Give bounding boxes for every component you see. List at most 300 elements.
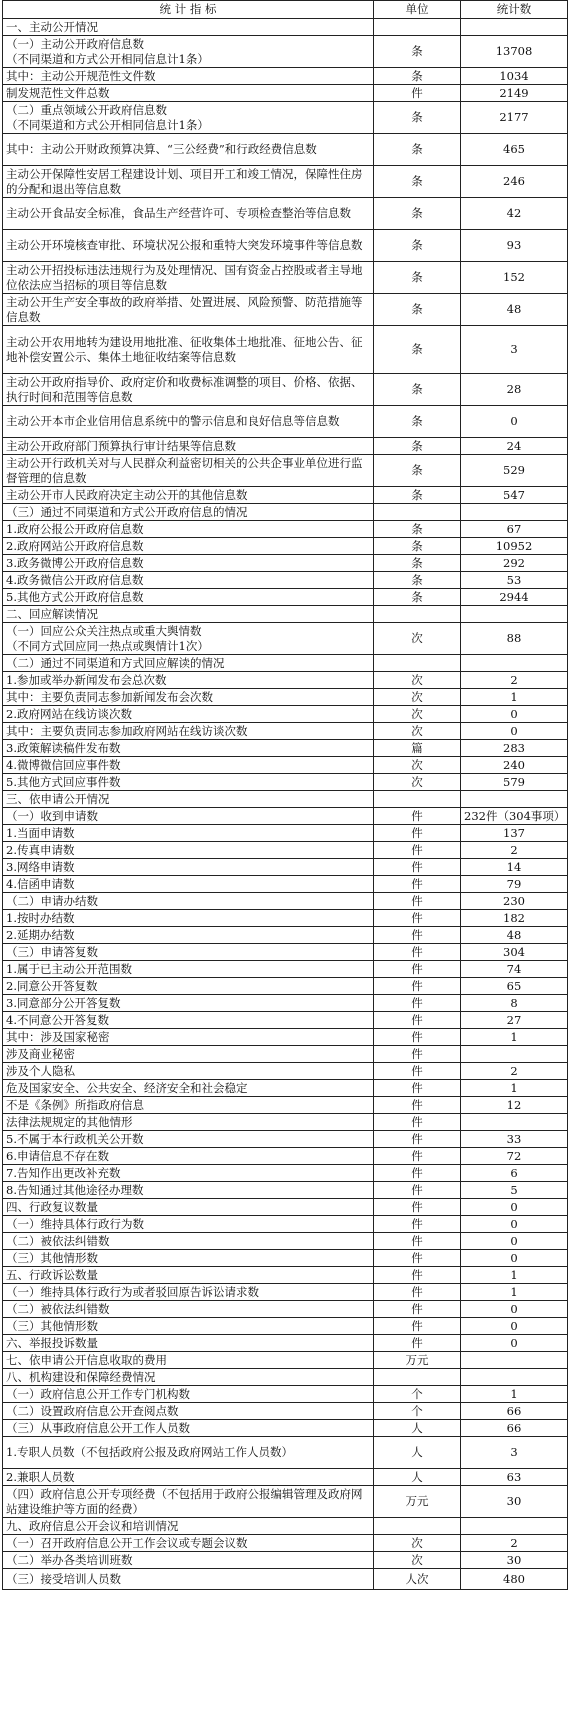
unit-cell: 条	[374, 326, 461, 374]
indicator-cell: 1.属于已主动公开范围数	[3, 961, 374, 978]
indicator-cell: 4.政务微信公开政府信息数	[3, 572, 374, 589]
indicator-cell: 2.政府网站在线访谈次数	[3, 706, 374, 723]
indicator-cell: （二）申请办结数	[3, 893, 374, 910]
table-row	[3, 672, 568, 689]
unit-cell: 件	[374, 1233, 461, 1250]
indicator-cell: 5.不属于本行政机关公开数	[3, 1131, 374, 1148]
unit-cell: 次	[374, 1552, 461, 1569]
value-cell: 2177	[461, 102, 568, 134]
table-row	[3, 623, 568, 655]
value-cell: 5	[461, 1182, 568, 1199]
value-cell: 0	[461, 1216, 568, 1233]
value-cell: 152	[461, 262, 568, 294]
table-row	[3, 1403, 568, 1420]
value-cell: 93	[461, 230, 568, 262]
value-cell: 0	[461, 1199, 568, 1216]
value-cell: 79	[461, 876, 568, 893]
unit-cell: 条	[374, 555, 461, 572]
unit-cell	[374, 791, 461, 808]
table-row	[3, 1080, 568, 1097]
indicator-cell: 主动公开市人民政府决定主动公开的其他信息数	[3, 487, 374, 504]
unit-cell: 次	[374, 689, 461, 706]
table-row	[3, 740, 568, 757]
value-cell: 42	[461, 198, 568, 230]
unit-cell: 件	[374, 85, 461, 102]
table-row	[3, 706, 568, 723]
indicator-cell: （一）回应公众关注热点或重大舆情数 （不同方式回应同一热点或舆情计1次）	[3, 623, 374, 655]
value-cell	[461, 791, 568, 808]
unit-cell: 件	[374, 944, 461, 961]
unit-cell: 人	[374, 1420, 461, 1437]
unit-cell: 件	[374, 995, 461, 1012]
unit-cell: 件	[374, 1216, 461, 1233]
table-row	[3, 487, 568, 504]
table-row	[3, 893, 568, 910]
table-row	[3, 538, 568, 555]
table-header-row	[3, 1, 568, 19]
table-row	[3, 995, 568, 1012]
unit-cell: 件	[374, 1012, 461, 1029]
table-row	[3, 1535, 568, 1552]
value-cell: 232件（304事项）	[461, 808, 568, 825]
indicator-cell: 主动公开政府部门预算执行审计结果等信息数	[3, 438, 374, 455]
table-row	[3, 1114, 568, 1131]
unit-cell: 条	[374, 589, 461, 606]
table-row	[3, 791, 568, 808]
table-row	[3, 655, 568, 672]
table-row	[3, 689, 568, 706]
indicator-cell: 1.当面申请数	[3, 825, 374, 842]
unit-cell: 件	[374, 1046, 461, 1063]
value-cell: 65	[461, 978, 568, 995]
unit-cell: 件	[374, 808, 461, 825]
table-row	[3, 572, 568, 589]
indicator-cell: （二）举办各类培训班数	[3, 1552, 374, 1569]
indicator-cell: （二）通过不同渠道和方式回应解读的情况	[3, 655, 374, 672]
indicator-column-header: 统 计 指 标	[3, 1, 374, 19]
table-row	[3, 1165, 568, 1182]
unit-cell: 人次	[374, 1569, 461, 1590]
indicator-cell: （三）从事政府信息公开工作人员数	[3, 1420, 374, 1437]
indicator-cell: （一）政府信息公开工作专门机构数	[3, 1386, 374, 1403]
indicator-cell: 主动公开本市企业信用信息系统中的警示信息和良好信息等信息数	[3, 406, 374, 438]
value-cell: 246	[461, 166, 568, 198]
value-cell: 48	[461, 927, 568, 944]
indicator-cell: 3.同意部分公开答复数	[3, 995, 374, 1012]
unit-cell: 条	[374, 438, 461, 455]
table-row	[3, 944, 568, 961]
unit-cell: 次	[374, 757, 461, 774]
value-cell: 67	[461, 521, 568, 538]
table-row	[3, 1097, 568, 1114]
unit-cell: 件	[374, 927, 461, 944]
table-row	[3, 1469, 568, 1486]
unit-column-header: 单位	[374, 1, 461, 19]
value-cell	[461, 1352, 568, 1369]
unit-cell: 个	[374, 1386, 461, 1403]
unit-cell: 条	[374, 572, 461, 589]
table-row	[3, 230, 568, 262]
value-cell	[461, 1046, 568, 1063]
table-row	[3, 606, 568, 623]
unit-cell	[374, 606, 461, 623]
indicator-cell: 6.申请信息不存在数	[3, 1148, 374, 1165]
table-row	[3, 1046, 568, 1063]
indicator-cell: 4.信函申请数	[3, 876, 374, 893]
indicator-cell: 3.政务微博公开政府信息数	[3, 555, 374, 572]
table-row	[3, 1552, 568, 1569]
indicator-cell: （一）召开政府信息公开工作会议或专题会议数	[3, 1535, 374, 1552]
unit-cell: 万元	[374, 1352, 461, 1369]
table-row	[3, 504, 568, 521]
statistics-table	[2, 0, 568, 1590]
value-cell: 27	[461, 1012, 568, 1029]
unit-cell: 件	[374, 978, 461, 995]
table-row	[3, 166, 568, 198]
value-cell: 74	[461, 961, 568, 978]
unit-cell: 条	[374, 455, 461, 487]
table-row	[3, 68, 568, 85]
unit-cell: 人	[374, 1437, 461, 1469]
value-cell: 8	[461, 995, 568, 1012]
table-row	[3, 1437, 568, 1469]
indicator-cell: （二）被依法纠错数	[3, 1233, 374, 1250]
table-row	[3, 262, 568, 294]
unit-cell	[374, 19, 461, 36]
unit-cell: 次	[374, 1535, 461, 1552]
value-cell: 13708	[461, 36, 568, 68]
indicator-cell: 二、回应解读情况	[3, 606, 374, 623]
indicator-cell: 2.政府网站公开政府信息数	[3, 538, 374, 555]
table-row	[3, 1250, 568, 1267]
indicator-cell: 8.告知通过其他途径办理数	[3, 1182, 374, 1199]
value-cell: 230	[461, 893, 568, 910]
indicator-cell: 4.微博微信回应事件数	[3, 757, 374, 774]
unit-cell: 人	[374, 1469, 461, 1486]
unit-cell: 条	[374, 198, 461, 230]
indicator-cell: （三）申请答复数	[3, 944, 374, 961]
table-row	[3, 294, 568, 326]
indicator-cell: 2.兼职人员数	[3, 1469, 374, 1486]
value-cell: 48	[461, 294, 568, 326]
value-cell: 1	[461, 1386, 568, 1403]
table-row	[3, 1182, 568, 1199]
table-row	[3, 1216, 568, 1233]
value-cell: 30	[461, 1486, 568, 1518]
unit-cell: 次	[374, 706, 461, 723]
indicator-cell: （一）收到申请数	[3, 808, 374, 825]
table-row	[3, 589, 568, 606]
value-cell: 6	[461, 1165, 568, 1182]
unit-cell: 条	[374, 102, 461, 134]
unit-cell: 条	[374, 262, 461, 294]
unit-cell: 件	[374, 876, 461, 893]
unit-cell	[374, 1518, 461, 1535]
indicator-cell: （一）维持具体行政行为或者驳回原告诉讼请求数	[3, 1284, 374, 1301]
value-cell: 283	[461, 740, 568, 757]
value-cell: 529	[461, 455, 568, 487]
value-cell: 0	[461, 723, 568, 740]
unit-cell: 条	[374, 230, 461, 262]
table-row	[3, 910, 568, 927]
table-row	[3, 19, 568, 36]
unit-cell: 次	[374, 723, 461, 740]
indicator-cell: 一、主动公开情况	[3, 19, 374, 36]
table-row	[3, 326, 568, 374]
value-cell: 3	[461, 326, 568, 374]
indicator-cell: （一）主动公开政府信息数 （不同渠道和方式公开相同信息计1条）	[3, 36, 374, 68]
indicator-cell: 四、行政复议数量	[3, 1199, 374, 1216]
table-row	[3, 978, 568, 995]
value-cell	[461, 504, 568, 521]
value-cell: 14	[461, 859, 568, 876]
unit-cell: 件	[374, 1063, 461, 1080]
table-row	[3, 1029, 568, 1046]
table-row	[3, 1148, 568, 1165]
table-row	[3, 1386, 568, 1403]
indicator-cell: 三、依申请公开情况	[3, 791, 374, 808]
value-cell: 2	[461, 1535, 568, 1552]
indicator-cell: （三）通过不同渠道和方式公开政府信息的情况	[3, 504, 374, 521]
unit-cell: 件	[374, 1318, 461, 1335]
table-row	[3, 1233, 568, 1250]
table-row	[3, 1267, 568, 1284]
indicator-cell: 1.按时办结数	[3, 910, 374, 927]
unit-cell: 条	[374, 406, 461, 438]
table-row	[3, 555, 568, 572]
table-row	[3, 1012, 568, 1029]
unit-cell: 条	[374, 374, 461, 406]
indicator-cell: 危及国家安全、公共安全、经济安全和社会稳定	[3, 1080, 374, 1097]
table-row	[3, 859, 568, 876]
value-cell: 66	[461, 1403, 568, 1420]
table-row	[3, 1199, 568, 1216]
indicator-cell: 法律法规规定的其他情形	[3, 1114, 374, 1131]
value-cell	[461, 1518, 568, 1535]
table-row	[3, 1318, 568, 1335]
unit-cell: 次	[374, 623, 461, 655]
value-cell: 480	[461, 1569, 568, 1590]
indicator-cell: 1.参加或举办新闻发布会总次数	[3, 672, 374, 689]
indicator-cell: 7.告知作出更改补充数	[3, 1165, 374, 1182]
table-row	[3, 1369, 568, 1386]
indicator-cell: 七、依申请公开信息收取的费用	[3, 1352, 374, 1369]
value-cell: 579	[461, 774, 568, 791]
unit-cell: 件	[374, 1080, 461, 1097]
unit-cell: 件	[374, 961, 461, 978]
indicator-cell: 制发规范性文件总数	[3, 85, 374, 102]
unit-cell: 件	[374, 1199, 461, 1216]
indicator-cell: 主动公开保障性安居工程建设计划、项目开工和竣工情况，保障性住房的分配和退出等信息数	[3, 166, 374, 198]
indicator-cell: （四）政府信息公开专项经费（不包括用于政府公报编辑管理及政府网站建设维护等方面的经费）	[3, 1486, 374, 1518]
indicator-cell: （二）重点领域公开政府信息数 （不同渠道和方式公开相同信息计1条）	[3, 102, 374, 134]
table-row	[3, 723, 568, 740]
unit-cell: 件	[374, 1335, 461, 1352]
value-cell: 1	[461, 1080, 568, 1097]
table-row	[3, 1352, 568, 1369]
unit-cell: 条	[374, 68, 461, 85]
value-cell: 1	[461, 689, 568, 706]
value-cell	[461, 606, 568, 623]
table-row	[3, 1131, 568, 1148]
table-row	[3, 134, 568, 166]
table-row	[3, 1063, 568, 1080]
value-cell: 2	[461, 672, 568, 689]
unit-cell: 个	[374, 1403, 461, 1420]
unit-cell: 条	[374, 521, 461, 538]
table-row	[3, 1301, 568, 1318]
unit-cell: 件	[374, 1148, 461, 1165]
value-cell: 0	[461, 1250, 568, 1267]
indicator-cell: 其中：主要负责同志参加新闻发布会次数	[3, 689, 374, 706]
table-row	[3, 521, 568, 538]
value-cell: 66	[461, 1420, 568, 1437]
unit-cell: 件	[374, 859, 461, 876]
unit-cell: 件	[374, 1165, 461, 1182]
table-row	[3, 102, 568, 134]
table-row	[3, 757, 568, 774]
unit-cell: 件	[374, 1131, 461, 1148]
table-row	[3, 85, 568, 102]
unit-cell: 件	[374, 1029, 461, 1046]
unit-cell: 件	[374, 1284, 461, 1301]
indicator-cell: 其中：主动公开规范性文件数	[3, 68, 374, 85]
value-cell: 547	[461, 487, 568, 504]
table-row	[3, 406, 568, 438]
table-row	[3, 198, 568, 230]
unit-cell: 件	[374, 1182, 461, 1199]
table-row	[3, 1569, 568, 1590]
indicator-cell: 其中：主动公开财政预算决算、“三公经费”和行政经费信息数	[3, 134, 374, 166]
table-row	[3, 438, 568, 455]
indicator-cell: 4.不同意公开答复数	[3, 1012, 374, 1029]
value-column-header: 统计数	[461, 1, 568, 19]
value-cell: 0	[461, 1301, 568, 1318]
indicator-cell: 主动公开农用地转为建设用地批准、征收集体土地批准、征地公告、征地补偿安置公示、集体土地征收结案等信息数	[3, 326, 374, 374]
unit-cell: 条	[374, 134, 461, 166]
indicator-cell: 主动公开生产安全事故的政府举措、处置进展、风险预警、防范措施等信息数	[3, 294, 374, 326]
table-row	[3, 825, 568, 842]
indicator-cell: 3.政策解读稿件发布数	[3, 740, 374, 757]
table-row	[3, 808, 568, 825]
indicator-cell: 主动公开环境核查审批、环境状况公报和重特大突发环境事件等信息数	[3, 230, 374, 262]
value-cell: 292	[461, 555, 568, 572]
indicator-cell: 其中：涉及国家秘密	[3, 1029, 374, 1046]
unit-cell	[374, 1369, 461, 1386]
unit-cell: 件	[374, 825, 461, 842]
unit-cell: 次	[374, 774, 461, 791]
unit-cell: 条	[374, 36, 461, 68]
value-cell: 0	[461, 1335, 568, 1352]
indicator-cell: （二）被依法纠错数	[3, 1301, 374, 1318]
indicator-cell: 1.专职人员数（不包括政府公报及政府网站工作人员数）	[3, 1437, 374, 1469]
value-cell: 63	[461, 1469, 568, 1486]
unit-cell: 件	[374, 1097, 461, 1114]
indicator-cell: 主动公开招投标违法违规行为及处理情况、国有资金占控股或者主导地位依法应当招标的项目等信息数	[3, 262, 374, 294]
value-cell: 28	[461, 374, 568, 406]
indicator-cell: 五、行政诉讼数量	[3, 1267, 374, 1284]
value-cell	[461, 1114, 568, 1131]
unit-cell: 件	[374, 893, 461, 910]
value-cell: 1034	[461, 68, 568, 85]
unit-cell	[374, 655, 461, 672]
value-cell: 33	[461, 1131, 568, 1148]
unit-cell: 次	[374, 672, 461, 689]
indicator-cell: 2.延期办结数	[3, 927, 374, 944]
unit-cell: 条	[374, 294, 461, 326]
value-cell: 2944	[461, 589, 568, 606]
indicator-cell: 九、政府信息公开会议和培训情况	[3, 1518, 374, 1535]
table-row	[3, 1420, 568, 1437]
indicator-cell: 主动公开食品安全标准，食品生产经营许可、专项检查整治等信息数	[3, 198, 374, 230]
table-row	[3, 374, 568, 406]
indicator-cell: 不是《条例》所指政府信息	[3, 1097, 374, 1114]
value-cell	[461, 19, 568, 36]
table-row	[3, 774, 568, 791]
value-cell: 10952	[461, 538, 568, 555]
indicator-cell: 八、机构建设和保障经费情况	[3, 1369, 374, 1386]
indicator-cell: 六、举报投诉数量	[3, 1335, 374, 1352]
value-cell: 0	[461, 406, 568, 438]
value-cell: 72	[461, 1148, 568, 1165]
unit-cell: 条	[374, 538, 461, 555]
table-row	[3, 455, 568, 487]
indicator-cell: 其中：主要负责同志参加政府网站在线访谈次数	[3, 723, 374, 740]
unit-cell	[374, 504, 461, 521]
table-row	[3, 1486, 568, 1518]
indicator-cell: （三）其他情形数	[3, 1318, 374, 1335]
unit-cell: 件	[374, 1301, 461, 1318]
value-cell: 137	[461, 825, 568, 842]
value-cell: 88	[461, 623, 568, 655]
table-row	[3, 1518, 568, 1535]
indicator-cell: 涉及商业秘密	[3, 1046, 374, 1063]
table-row	[3, 36, 568, 68]
unit-cell: 件	[374, 1114, 461, 1131]
indicator-cell: 2.同意公开答复数	[3, 978, 374, 995]
value-cell	[461, 655, 568, 672]
indicator-cell: （一）维持具体行政行为数	[3, 1216, 374, 1233]
indicator-cell: （二）设置政府信息公开查阅点数	[3, 1403, 374, 1420]
value-cell: 0	[461, 1318, 568, 1335]
indicator-cell: 5.其他方式回应事件数	[3, 774, 374, 791]
value-cell: 182	[461, 910, 568, 927]
unit-cell: 万元	[374, 1486, 461, 1518]
indicator-cell: 3.网络申请数	[3, 859, 374, 876]
indicator-cell: 主动公开政府指导价、政府定价和收费标准调整的项目、价格、依据、执行时间和范围等信息数	[3, 374, 374, 406]
unit-cell: 篇	[374, 740, 461, 757]
indicator-cell: （三）接受培训人员数	[3, 1569, 374, 1590]
indicator-cell: 5.其他方式公开政府信息数	[3, 589, 374, 606]
indicator-cell: （三）其他情形数	[3, 1250, 374, 1267]
value-cell: 1	[461, 1284, 568, 1301]
indicator-cell: 涉及个人隐私	[3, 1063, 374, 1080]
unit-cell: 件	[374, 842, 461, 859]
value-cell: 2149	[461, 85, 568, 102]
unit-cell: 条	[374, 166, 461, 198]
indicator-cell: 2.传真申请数	[3, 842, 374, 859]
table-row	[3, 876, 568, 893]
table-row	[3, 1284, 568, 1301]
value-cell: 304	[461, 944, 568, 961]
unit-cell: 件	[374, 1267, 461, 1284]
table-row	[3, 961, 568, 978]
value-cell: 465	[461, 134, 568, 166]
unit-cell: 条	[374, 487, 461, 504]
table-row	[3, 1335, 568, 1352]
table-row	[3, 927, 568, 944]
indicator-cell: 1.政府公报公开政府信息数	[3, 521, 374, 538]
